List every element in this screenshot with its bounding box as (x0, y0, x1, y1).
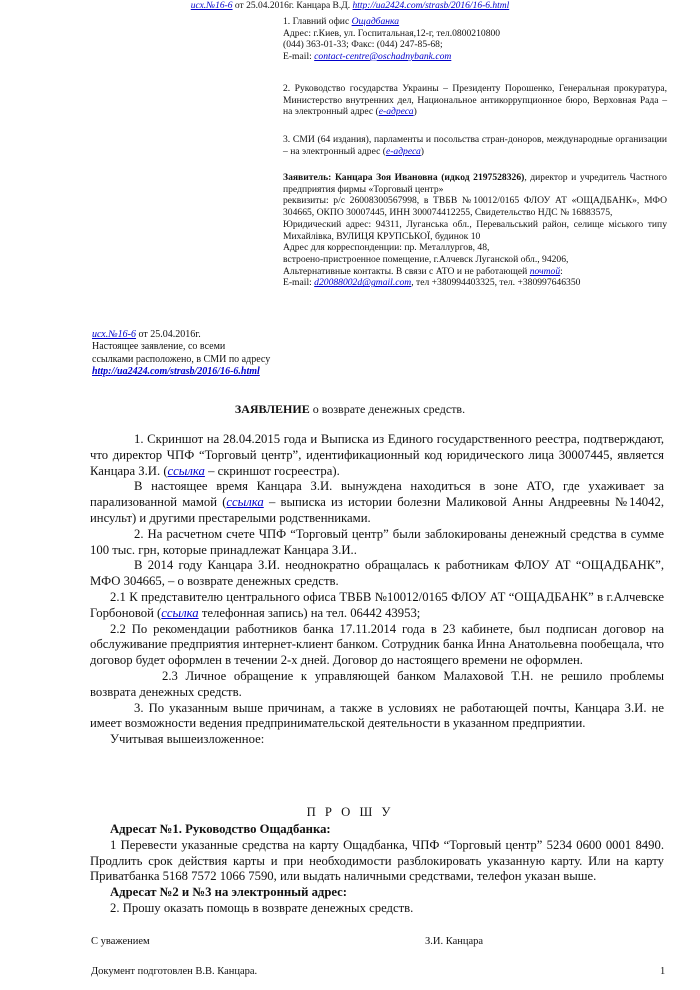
paragraph-8: 3. По указанным выше причинам, а также в условиях не работающей почты, Канцара З.И. не имеет возможности ведения предпринимательской деятельности в указанном предприятии. (90, 700, 664, 731)
paragraph-2-text-a: В настоящее время Канцара З.И. вынуждена находиться в зоне АТО, где ухаживает за парализованной мамой ( (90, 479, 664, 510)
header-ref-text: от 25.04.2016г. Канцара В.Д. (232, 1, 353, 11)
paragraph-1-text-a: 1. Скриншот на 28.04.2015 года и Выписка из Единого государственного реестра, подтверждают, что директор ЧПФ “Торговый центр”, идентификационный код юридического лица 30007445, является Канцара З.И. ( (90, 432, 664, 478)
recipient-1-email-label: E-mail: (283, 50, 315, 62)
request-addressee-1: Адресат №1. Руководство Ощадбанка: (110, 822, 331, 836)
footer-prepared-by: Документ подготовлен В.В. Канцара. (91, 966, 258, 977)
paragraph-5 (90, 590, 664, 622)
recipient-1 (283, 16, 667, 62)
applicant-mail-address-2: встроено-пристроенное помещение, г.Алчевск Луганской обл., 94206, (283, 253, 569, 265)
recipient-3-link[interactable]: е-адреса (385, 145, 421, 157)
title-bold: ЗАЯВЛЕНИЕ (234, 402, 310, 416)
applicant-role: , директор и учредитель Частного предприятия фирмы «Торговый центр» (283, 172, 667, 195)
recipient-2 (283, 83, 667, 118)
ref-block-line3: ссылками расположено, в СМИ по адресу (92, 353, 271, 365)
applicant-name: Заявитель: Канцара Зоя Ивановна (идкод 2197528326) (283, 172, 525, 183)
recipient-1-email-link[interactable]: contact-centre@oschadnybank.com (314, 50, 452, 62)
recipient-1-phones: (044) 363-01-33; Факс: (044) 247-85-68; (283, 39, 443, 51)
applicant-mail-link[interactable]: почтой (529, 265, 561, 277)
reference-block (92, 329, 312, 378)
applicant-alt-contacts: Альтернативные контакты. В связи с АТО и не работающей (283, 265, 530, 277)
applicant-block (283, 172, 667, 289)
paragraph-7: 2.3 Личное обращение к управляющей банком Малаховой Т.Н. не решило проблемы возврата денежных средств. (90, 668, 664, 699)
applicant-mail-address-1: Адрес для корреспонденции: пр. Металлургов, 48, (283, 242, 490, 254)
paragraph-5-link[interactable]: ссылка (161, 605, 199, 620)
document-body (90, 432, 664, 748)
applicant-legal-address: Юридический адрес: 94311, Луганська обл., Перевальський район, селище міського типу Михайлівка, ВУЛИЦЯ КРУПСЬКОЇ, будинок 10 (283, 218, 667, 242)
recipient-1-address: Адрес: г.Киев, ул. Госпитальная,12-г, тел.0800210800 (283, 27, 501, 39)
paragraph-9: Учитывая вышеизложенное: (110, 732, 265, 747)
paragraph-1-link[interactable]: ссылка (167, 463, 205, 478)
signature-name: З.И. Канцара (425, 936, 484, 947)
recipient-1-number: 1. Главний офис (283, 16, 352, 27)
paragraph-5-text-b: телефонная запись) на тел. 06442 43953; (198, 605, 421, 620)
applicant-email-link[interactable]: d20088002d@gmail.com (314, 277, 412, 289)
signature-regards: С уважением (91, 936, 150, 947)
paragraph-5-text-a: 2.1 К представителю центрального офиса ТВБВ №10012/0165 ФЛОУ АТ “ОЩАДБАНК” в г.Алчевске Горбоновой ( (90, 589, 664, 620)
recipient-3 (283, 134, 667, 157)
ref-block-link[interactable]: исх.№16-6 (92, 329, 137, 340)
paragraph-2 (90, 479, 664, 526)
paragraph-2-link[interactable]: ссылка (226, 495, 264, 510)
recipient-3-end: ) (420, 145, 424, 157)
request-block (90, 822, 664, 917)
ref-block-date: от 25.04.2016г. (136, 329, 201, 340)
applicant-requisites: реквизиты: р/с 26008300567998, в ТВБВ №10012/0165 ФЛОУ АТ «ОЩАДБАНК», МФО 304665, ОКПО 30007445, ИНН 300074412255, Свидетельство НДС № 16883575, (283, 195, 667, 219)
paragraph-1 (90, 432, 664, 479)
oschadbank-link[interactable]: Ощадбанка (351, 16, 400, 27)
recipient-3-text: 3. СМИ (64 издания), парламенты и посольства стран-доноров, международные организации – на электронный адрес ( (283, 134, 667, 157)
request-item-1: 1 Перевести указанные средства на карту Ощадбанка, ЧПФ “Торговый центр” 5234 0600 0001 8490. Продлить срок действия карты и при необходимости разблокировать указанную карту. Или на карту Приватбанка 5168 7572 1066 7590, или выдать наличными средствами, телефон указан выше. (90, 837, 664, 884)
header-ref-link[interactable]: исх.№16-6 (190, 1, 233, 11)
document-title (0, 402, 700, 417)
ref-block-url-link[interactable]: http://ua2424.com/strasb/2016/16-6.html (92, 365, 260, 377)
title-rest: о возврате денежных средств. (309, 402, 466, 416)
page-number: 1 (660, 966, 666, 977)
request-heading: П Р О Ш У (306, 805, 394, 819)
paragraph-6: 2.2 По рекомендации работников банка 17.11.2014 года в 23 кабинете, был подписан договор на обслуживание предприятия интернет-клиент банком. Сотрудник банка Инна Анатольевна пообещала, что договор будет оформлен в течении 2-х дней. Договор до настоящего времени не оформлен. (90, 621, 664, 668)
paragraph-1-text-b: – скриншот госреестра). (204, 463, 340, 478)
request-addressee-2: Адресат №2 и №3 на электронный адрес: (110, 885, 348, 900)
recipient-2-link[interactable]: е-адреса (378, 106, 414, 118)
recipient-2-text: 2. Руководство государства Украины – Президенту Порошенко, Генеральная прокуратура, Министерство внутренних дел, Национальное антикоррупционное бюро, Верховная Рада – на электронный адрес ( (283, 83, 667, 118)
applicant-alt-end: : (560, 265, 563, 277)
applicant-email-label: E-mail: (283, 277, 315, 289)
paragraph-4: В 2014 году Канцара З.И. неоднократно обращалась к работникам ФЛОУ АТ “ОЩАДБАНК”, МФО 304665, – о возврате денежных средств. (90, 558, 664, 589)
paragraph-3: 2. На расчетном счете ЧПФ “Торговый центр” были заблокированы денежный средства в сумме 100 тыс. грн, которые принадлежат Канцара З.И.. (90, 526, 664, 557)
applicant-phones: , тел +380994403325, тел. +380997646350 (411, 277, 581, 289)
paragraph-2-text-b: – выписка из истории болезни Маликовой Анны Андреевны №14042, инсульт) и другими престарелыми родственниками. (90, 495, 664, 525)
ref-block-line2: Настоящее заявление, со всеми (92, 341, 226, 353)
request-item-2: 2. Прошу оказать помощь в возврате денежных средств. (110, 900, 414, 915)
recipient-2-end: ) (413, 106, 417, 118)
header-url-link[interactable]: http://ua2424.com/strasb/2016/16-6.html (352, 1, 510, 11)
header-reference-line (0, 1, 700, 11)
